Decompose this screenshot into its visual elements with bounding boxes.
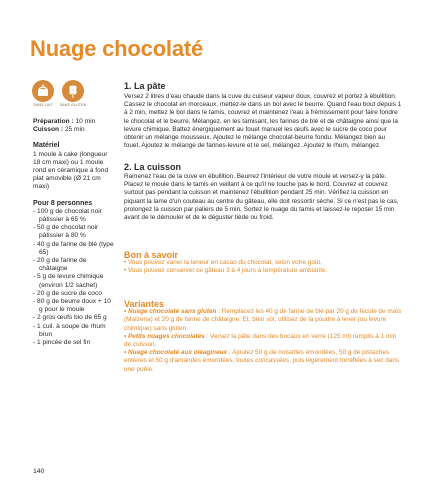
step1-heading: 1. La pâte: [124, 81, 166, 91]
ingredient-item: - 100 g de chocolat noir pâtissier à 65 %: [33, 207, 102, 224]
recipe-steps: [124, 81, 404, 373]
ingredient-item: - 5 g de levure chimique (environ 1/2 sachet): [33, 273, 104, 289]
ingredient-item: - 40 g de farine de blé (type 65): [33, 240, 114, 256]
materiel-text: 1 moule à cake (longueur 18 cm maxi) ou 1 moule rond en céramique à fond plat amovible (Ø 21 cm maxi): [33, 150, 109, 191]
variant-item: • Nuage chocolaté sans gluten : Remplacez les 40 g de farine de blé par 20 g de fécule de maïs (Maïzena) et 20 g de farine de châtaigne. Et, bien sûr, utilisez de la poudre à lever (ou levure chimique) sans gluten.: [124, 308, 402, 332]
prep-time: Préparation : 10 min: [33, 118, 96, 125]
sidebar-info: [33, 118, 115, 347]
ingredient-item: - 80 g de beurre doux + 10 g pour le moule: [33, 298, 111, 314]
diet-icons: [30, 80, 92, 110]
tip-line: • Vous pouvez conserver ce gâteau 3 à 4 jours à température ambiante.: [124, 267, 328, 275]
page-number: 140: [33, 468, 45, 475]
recipe-title: Nuage chocolaté: [30, 36, 204, 61]
variant-item: • Petits nuages chocolatés : Versez la pâte dans des bocaux en verre (125 ml) remplis à 1 min de cuisson.: [124, 332, 397, 349]
ingredient-item: - 1 pincée de sel fin: [33, 339, 91, 347]
ingredient-item: - 20 g de farine de châtaigne: [33, 257, 87, 273]
ingredient-item: - 20 g de sucre de coco: [33, 289, 102, 297]
step2-heading: 2. La cuisson: [124, 162, 182, 172]
materiel-heading: Matériel: [33, 142, 60, 150]
cook-time: Cuisson : 25 min: [33, 126, 85, 134]
ingredients-list: [33, 208, 115, 347]
variants-heading: Variantes: [124, 299, 165, 309]
ingredient-item: - 1 cuil. à soupe de rhum brun: [33, 322, 106, 338]
step2-text: Ramenez l'eau de la cuve en ébullition. Beurrez l'intérieur de votre moule et versez-y la pâte. Placez le moule dans le tamis en veillant à ce qu'il ne touche pas le bord. Couvrez et couvrez surtout pas pendant la cuisson et maintenez l'ébullition pendant 25 min. Vérifiez la cuisson en piquant la lame d'un couteau au centre du gâteau, elle doit ressortir sèche. Si ce n'est pas le cas, prolongez la cuisson par paliers de 5 min. Sortez le nuage du tamis et laissez-le reposer 15 min avant de le démouler et de le déguster tiède ou froid.: [124, 173, 399, 222]
tips-heading: Bon à savoir: [124, 250, 179, 260]
tip-line: • Vous pouvez varier la teneur en cacao du chocolat, selon votre goût.: [124, 259, 322, 267]
ingredient-item: - 50 g de chocolat noir pâtissier à 80 %: [33, 224, 99, 240]
ingredients-heading: Pour 8 personnes: [33, 199, 93, 207]
icon-label-dairy: SANS LAIT: [33, 103, 53, 107]
variants-section: [124, 300, 404, 374]
icon-label-gluten: SANS GLUTEN: [59, 103, 87, 107]
cake-icon: [32, 80, 54, 102]
ingredient-item: - 2 gros œufs bio de 65 g: [33, 314, 107, 322]
step1-text: Versez 2 litres d'eau chaude dans la cuve du cuiseur vapeur doux, couvrez et portez à ébullition. Cassez le chocolat en morceaux, mettez-le dans un bol avec le beurre. Quand l'eau bout depuis 1 à 2 min, mettez le bol dans le tamis, couvrez et maintenez l'eau à frémissement pour faire fondre le chocolat et le beurre. Mélangez, en les tamisant, les farines de blé et de châtaigne ainsi que la levure chimique. Battez énergiquement au fouet manuel les œufs avec le sucre de coco pour obtenir un mélange mousseux. Ajoutez le mélange chocolat-beurre fondu. Mélangez bien au fouet. Ajoutez le mélange de farines-levure et le sel, mélangez. Ajoutez le rhum, mélangez.: [124, 93, 402, 150]
wheat-icon: [62, 80, 84, 102]
tips-section: [124, 251, 404, 276]
variant-item: • Nuage chocolaté aux oléagineux : Ajoutez 50 g de noisettes émondées, 50 g de pistaches entières et 50 g d'amandes émondées, toutes concassées, puis légèrement torréfiées à sec dans une poêle.: [124, 349, 400, 373]
